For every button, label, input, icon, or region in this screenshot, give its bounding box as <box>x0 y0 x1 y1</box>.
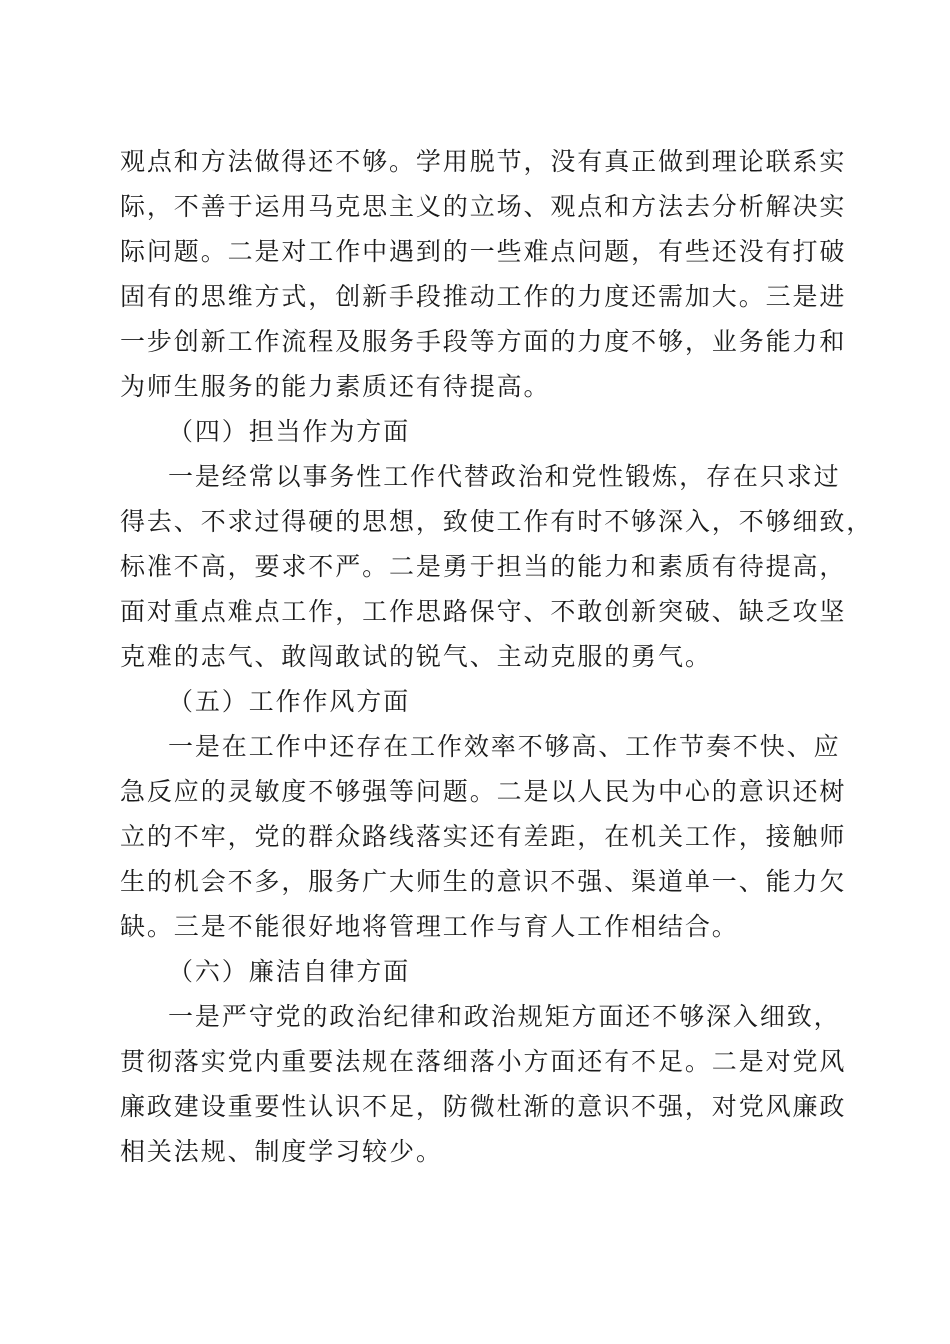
body-text-line: 克难的志气、敢闯敢试的锐气、主动克服的勇气。 <box>120 642 712 671</box>
body-text-line: 缺。三是不能很好地将管理工作与育人工作相结合。 <box>120 912 739 941</box>
body-text-line: 为师生服务的能力素质还有待提高。 <box>120 372 551 401</box>
body-text-line: 相关法规、制度学习较少。 <box>120 1137 443 1166</box>
section-heading-6: （六）廉洁自律方面 <box>168 957 411 986</box>
body-text-line: 面对重点难点工作，工作思路保守、不敢创新突破、缺乏攻坚 <box>120 597 847 626</box>
body-text-line: 立的不牢，党的群众路线落实还有差距，在机关工作，接触师 <box>120 822 847 851</box>
body-text-line: 际问题。二是对工作中遇到的一些难点问题，有些还没有打破 <box>120 237 847 266</box>
body-text-line: 贯彻落实党内重要法规在落细落小方面还有不足。二是对党风 <box>120 1047 847 1076</box>
section-heading-5: （五）工作作风方面 <box>168 687 411 716</box>
body-text-line: 固有的思维方式，创新手段推动工作的力度还需加大。三是进 <box>120 282 847 311</box>
body-text-line: 一是严守党的政治纪律和政治规矩方面还不够深入细致， <box>168 1002 841 1031</box>
body-text-line: 急反应的灵敏度不够强等问题。二是以人民为中心的意识还树 <box>120 777 847 806</box>
body-text-line: 一步创新工作流程及服务手段等方面的力度不够，业务能力和 <box>120 327 847 356</box>
body-text-line: 一是经常以事务性工作代替政治和党性锻炼，存在只求过 <box>168 462 841 491</box>
body-text-line: 观点和方法做得还不够。学用脱节，没有真正做到理论联系实 <box>120 147 847 176</box>
body-text-line: 一是在工作中还存在工作效率不够高、工作节奏不快、应 <box>168 732 841 761</box>
body-text-line: 际，不善于运用马克思主义的立场、观点和方法去分析解决实 <box>120 192 847 221</box>
body-text-line: 廉政建设重要性认识不足，防微杜渐的意识不强，对党风廉政 <box>120 1092 847 1121</box>
section-heading-4: （四）担当作为方面 <box>168 417 411 446</box>
body-text-line: 标准不高，要求不严。二是勇于担当的能力和素质有待提高， <box>120 552 847 581</box>
body-text-line: 生的机会不多，服务广大师生的意识不强、渠道单一、能力欠 <box>120 867 847 896</box>
body-text-line: 得去、不求过得硬的思想，致使工作有时不够深入，不够细致， <box>120 507 874 536</box>
